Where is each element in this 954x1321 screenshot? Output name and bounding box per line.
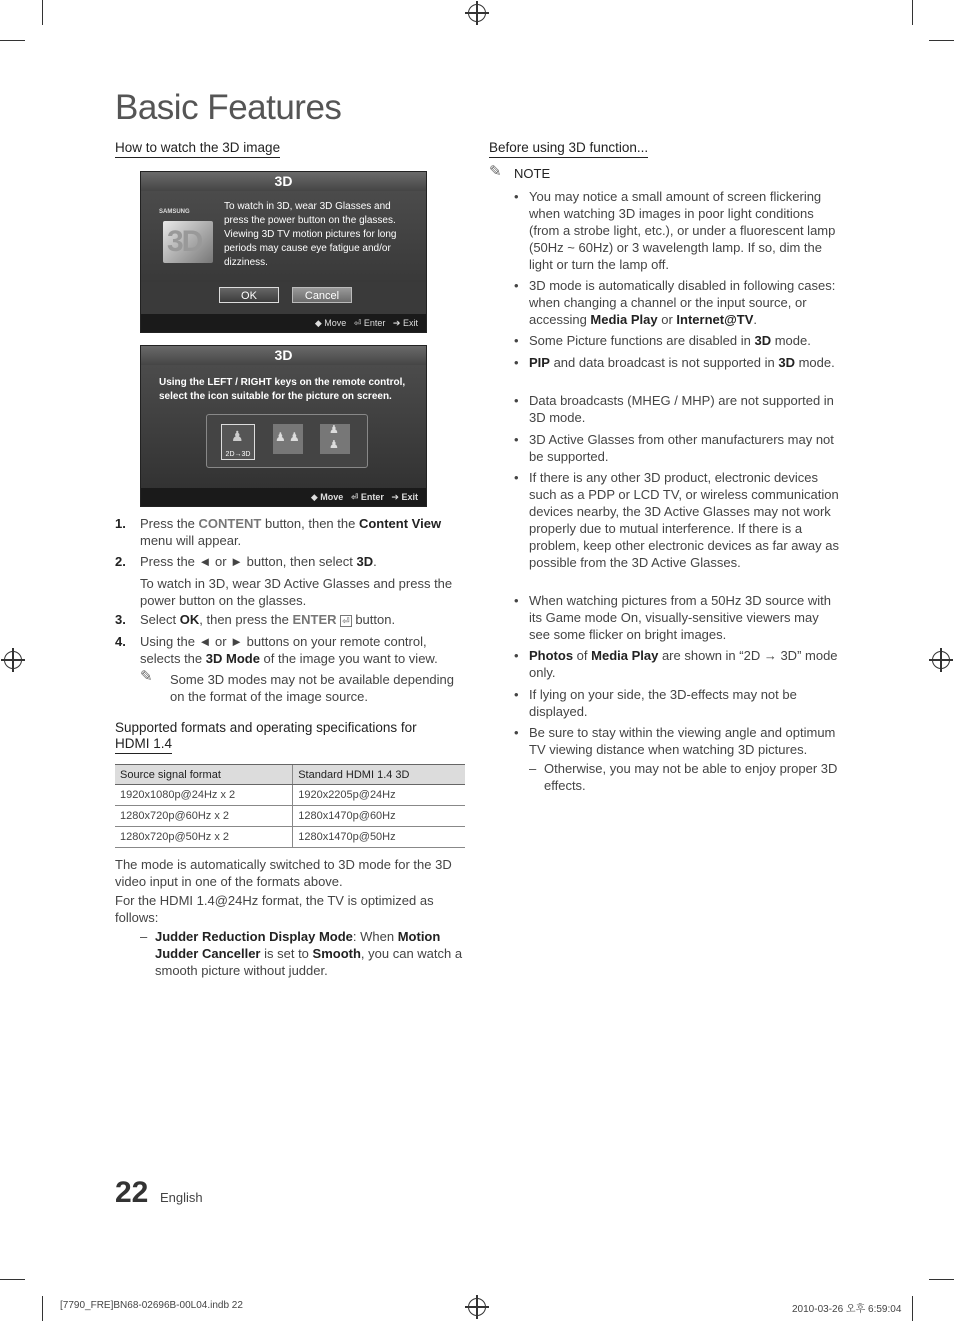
table-header: Source signal format [115,765,293,785]
note-pencil-icon: ✎ [489,163,502,180]
table-cell: 1920x1080p@24Hz x 2 [115,785,293,806]
registration-mark-icon [468,1298,486,1316]
exit-icon: ➔ [392,318,401,328]
step-note: Some 3D modes may not be available depending on the format of the image source. [170,672,455,704]
mode-top-bottom-button[interactable] [320,424,350,454]
table-row [115,827,465,848]
exit-label: Exit [402,318,418,328]
samsung-3d-logo-icon: SAMSUNG 3D [159,209,217,267]
exit-icon: ➔ [391,492,399,502]
sub-note: Otherwise, you may not be able to enjoy proper 3D effects. [544,761,838,793]
cancel-button[interactable]: Cancel [292,287,352,303]
enter-label: Enter [360,492,384,502]
registration-mark-icon [468,4,486,22]
move-label: Move [324,318,347,328]
page-language: English [160,1190,203,1205]
hdmi-optimize-text: For the HDMI 1.4@24Hz format, the TV is optimized as follows: [115,893,434,925]
osd-message: To watch in 3D, wear 3D Glasses and press the power button on the glasses. Viewing 3D TV motion pictures for long periods may cause eye fatigue and/or dizziness. [224,201,397,268]
section-heading-before-3d: Before using 3D function... [489,140,648,158]
move-arrows-icon: ◆ [314,318,322,328]
table-cell: 1280x720p@50Hz x 2 [115,827,293,848]
person-icon: ♟ [275,430,286,444]
mode-2d-to-3d-button[interactable] [221,424,255,460]
table-row [115,785,465,806]
exit-label: Exit [401,492,418,502]
osd-footer [141,314,426,332]
step-number: 3. [115,612,126,627]
table-header: Standard HDMI 1.4 3D [293,765,465,785]
ok-button[interactable]: OK [219,287,279,303]
footer-timestamp: 2010-03-26 오후 6:59:04 [792,1304,902,1315]
table-cell: 1280x1470p@60Hz [293,806,465,827]
osd-title: 3D [141,346,426,365]
person-icon: ♟ [329,424,339,436]
enter-icon: ⏎ [342,616,350,626]
page-title: Basic Features [115,88,342,127]
enter-icon: ⏎ [350,492,359,502]
table-cell: 1920x2205p@24Hz [293,785,465,806]
judder-reduction-text: Judder Reduction Display Mode: When Motion Judder Canceller is set to Smooth, you can watch a smooth picture without judder. [155,929,463,978]
step-number: 4. [115,634,126,649]
osd-title: 3D [141,172,426,191]
step-number: 2. [115,554,126,569]
move-label: Move [320,492,344,502]
mode-label: 2D→3D [225,451,251,458]
mode-switch-text: The mode is automatically switched to 3D mode for the 3D video input in one of the formats above. [115,857,452,889]
footer-filename: [7790_FRE]BN68-02696B-00L04.indb 22 [60,1300,243,1311]
registration-mark-icon [4,651,22,669]
hdmi-spec-table [115,764,465,848]
formats-heading: Supported formats and operating specifications for [115,720,417,735]
osd-message: Using the LEFT / RIGHT keys on the remote control, select the icon suitable for the picture on screen. [159,377,406,402]
formats-heading-hdmi: HDMI 1.4 [115,736,172,754]
step-number: 1. [115,516,126,531]
person-icon: ♟ [289,430,300,444]
table-row [115,806,465,827]
table-header-row [115,765,465,785]
person-icon: ♟ [329,439,339,451]
osd-footer [141,488,426,506]
note-label: NOTE [514,166,551,181]
table-cell: 1280x720p@60Hz x 2 [115,806,293,827]
enter-label: Enter [363,318,386,328]
enter-icon: ⏎ [353,318,362,328]
mode-selector [206,414,368,468]
move-arrows-icon: ◆ [310,492,318,502]
person-icon: ♟ [231,428,244,444]
section-heading-watch-3d: How to watch the 3D image [115,140,280,158]
page-number: 22 [115,1176,149,1209]
table-cell: 1280x1470p@50Hz [293,827,465,848]
note-pencil-icon: ✎ [140,668,153,685]
osd-3d-warning [140,171,427,333]
dash: – [529,761,537,776]
registration-mark-icon [932,651,950,669]
mode-side-by-side-button[interactable] [273,424,303,454]
dash: – [140,929,148,944]
osd-3d-mode-select [140,345,427,507]
logo-brand-text: SAMSUNG [159,209,190,215]
